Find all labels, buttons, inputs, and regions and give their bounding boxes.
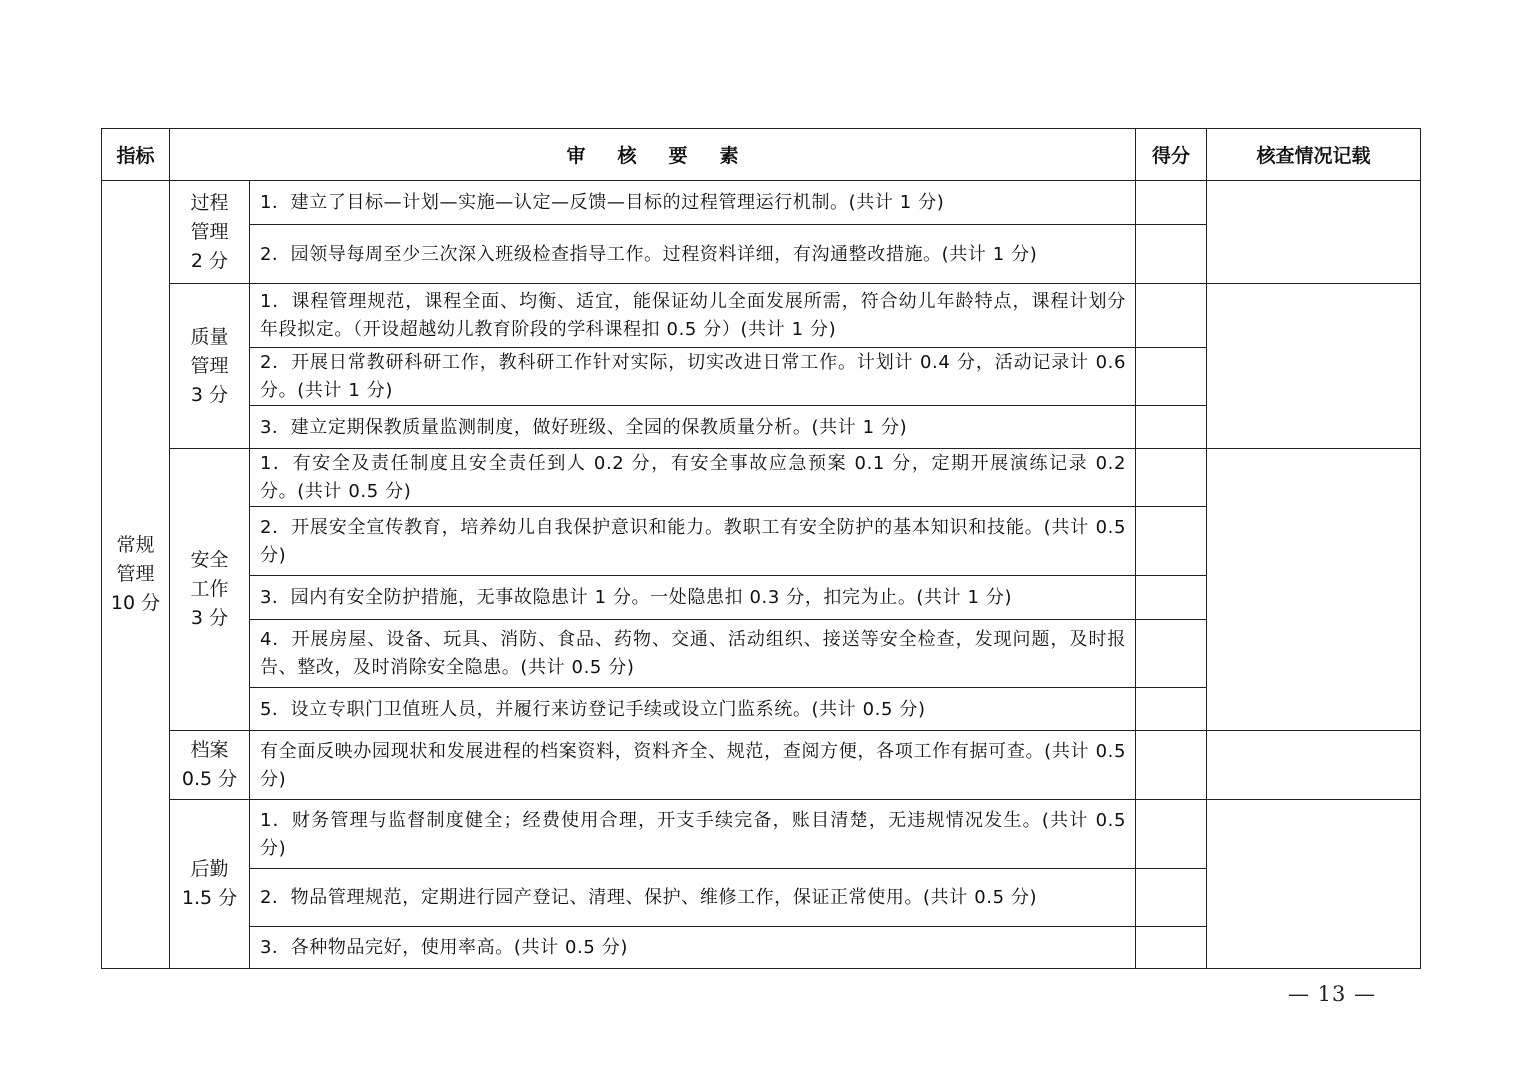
group-label-archive: 档案 0.5 分: [170, 731, 250, 800]
audit-item: 1．财务管理与监督制度健全；经费使用合理，开支手续完备，账目清楚，无违规情况发生。(共计 0.5 分): [250, 800, 1136, 869]
audit-item: 3．建立定期保教质量监测制度，做好班级、全园的保教质量分析。(共计 1 分): [250, 406, 1136, 449]
audit-item: 2．园领导每周至少三次深入班级检查指导工作。过程资料详细，有沟通整改措施。(共计 1 分): [250, 225, 1136, 284]
group-label-process: 过程 管理 2 分: [170, 181, 250, 284]
header-indicator: 指标: [102, 129, 170, 181]
header-score: 得分: [1136, 129, 1207, 181]
audit-item: 有全面反映办园现状和发展进程的档案资料，资料齐全、规范，查阅方便，各项工作有据可查。(共计 0.5 分): [250, 731, 1136, 800]
score-cell[interactable]: [1136, 927, 1207, 969]
audit-item: 3．园内有安全防护措施，无事故隐患计 1 分。一处隐患扣 0.3 分，扣完为止。(共计 1 分): [250, 576, 1136, 620]
indicator-line: 管理: [116, 563, 155, 585]
audit-item: 5．设立专职门卫值班人员，并履行来访登记手续或设立门监系统。(共计 0.5 分): [250, 688, 1136, 731]
score-cell[interactable]: [1136, 869, 1207, 927]
audit-item: 1．有安全及责任制度且安全责任到人 0.2 分，有安全事故应急预案 0.1 分，定期开展演练记录 0.2 分。(共计 0.5 分): [250, 449, 1136, 507]
record-cell[interactable]: [1207, 181, 1421, 284]
audit-item: 2．开展日常教研科研工作，教科研工作针对实际，切实改进日常工作。计划计 0.4 分，活动记录计 0.6 分。(共计 1 分): [250, 348, 1136, 406]
score-cell[interactable]: [1136, 225, 1207, 284]
score-cell[interactable]: [1136, 731, 1207, 800]
table-row: [102, 284, 1421, 348]
header-elements: 审核要素: [170, 129, 1136, 181]
group-label-quality: 质量 管理 3 分: [170, 284, 250, 449]
group-label-logistics: 后勤 1.5 分: [170, 800, 250, 969]
audit-item: 1．建立了目标—计划—实施—认定—反馈—目标的过程管理运行机制。(共计 1 分): [250, 181, 1136, 225]
table-row: [102, 181, 1421, 225]
header-row: [102, 129, 1421, 181]
page-number: — 13 —: [1288, 982, 1377, 1006]
score-cell[interactable]: [1136, 576, 1207, 620]
header-record: 核查情况记载: [1207, 129, 1421, 181]
record-cell[interactable]: [1207, 800, 1421, 969]
audit-item: 1．课程管理规范，课程全面、均衡、适宜，能保证幼儿全面发展所需，符合幼儿年龄特点，课程计划分年段拟定。（开设超越幼儿教育阶段的学科课程扣 0.5 分）(共计 1 分): [250, 284, 1136, 348]
table-row: [102, 731, 1421, 800]
indicator-line: 10 分: [110, 592, 161, 614]
group-label-safety: 安全 工作 3 分: [170, 449, 250, 731]
table-row: [102, 800, 1421, 869]
score-cell[interactable]: [1136, 348, 1207, 406]
score-cell[interactable]: [1136, 620, 1207, 688]
record-cell[interactable]: [1207, 284, 1421, 449]
audit-item: 2．物品管理规范，定期进行园产登记、清理、保护、维修工作，保证正常使用。(共计 0.5 分): [250, 869, 1136, 927]
score-cell[interactable]: [1136, 181, 1207, 225]
record-cell[interactable]: [1207, 731, 1421, 800]
audit-item: 2．开展安全宣传教育，培养幼儿自我保护意识和能力。教职工有安全防护的基本知识和技能。(共计 0.5 分): [250, 507, 1136, 576]
score-cell[interactable]: [1136, 449, 1207, 507]
audit-table: [101, 128, 1421, 969]
audit-item: 4．开展房屋、设备、玩具、消防、食品、药物、交通、活动组织、接送等安全检查，发现问题，及时报告、整改，及时消除安全隐患。(共计 0.5 分): [250, 620, 1136, 688]
audit-item: 3．各种物品完好，使用率高。(共计 0.5 分): [250, 927, 1136, 969]
indicator-line: 常规: [116, 534, 155, 556]
score-cell[interactable]: [1136, 406, 1207, 449]
score-cell[interactable]: [1136, 507, 1207, 576]
record-cell[interactable]: [1207, 449, 1421, 731]
score-cell[interactable]: [1136, 800, 1207, 869]
indicator-cell: [102, 181, 170, 969]
score-cell[interactable]: [1136, 284, 1207, 348]
score-cell[interactable]: [1136, 688, 1207, 731]
table-row: [102, 449, 1421, 507]
